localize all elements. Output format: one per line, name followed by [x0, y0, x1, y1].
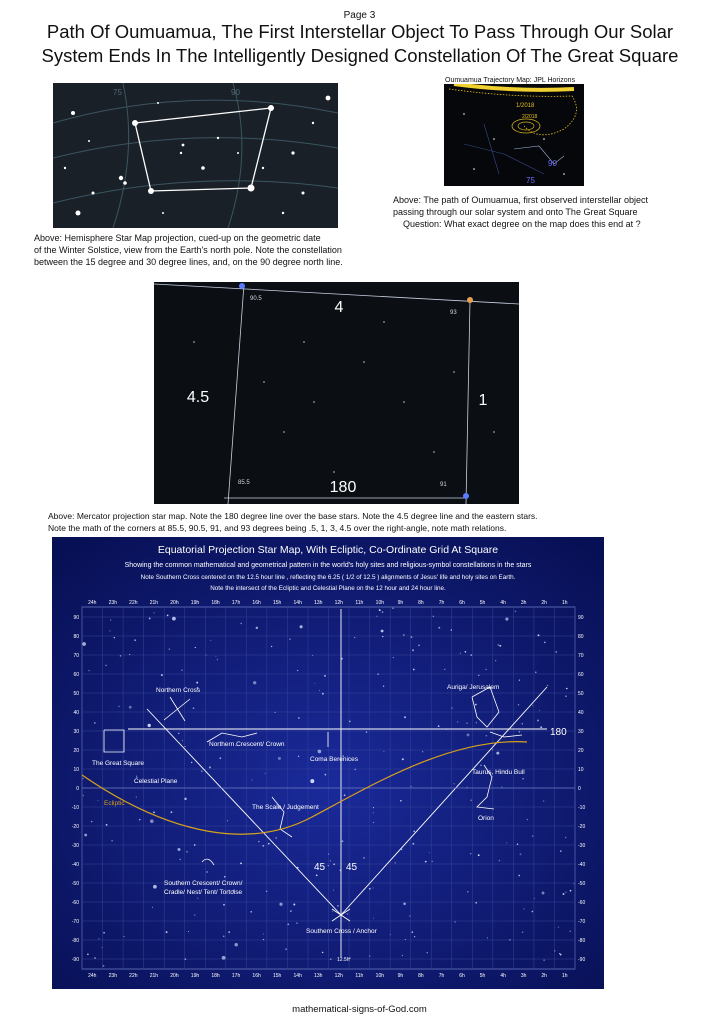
hour-label-bottom-7h: 7h — [438, 973, 445, 979]
label-45-left: 45 — [314, 862, 326, 873]
hour-label-top-13h: 13h — [314, 600, 323, 606]
hour-label-bottom-10h: 10h — [375, 973, 385, 979]
label-taurus: Taurus, Hindu Bull — [472, 769, 525, 776]
hemisphere-caption-line-2: of the Winter Solstice, view from the Earth's north pole. Note the constellation — [34, 245, 342, 255]
hour-label-bottom-20h: 20h — [170, 973, 179, 979]
dec-label-left-40: 40 — [73, 710, 79, 716]
trajectory-caption-line-1: Above: The path of Oumuamua, first observed interstellar object — [393, 195, 648, 205]
dec-label-left-20: 20 — [73, 748, 79, 754]
dec-label-right-20: 20 — [578, 748, 584, 754]
dec-label-right--60: -60 — [578, 900, 586, 906]
hour-label-bottom-21h: 21h — [149, 973, 159, 979]
hour-label-top-8h: 8h — [418, 600, 424, 606]
trajectory-caption-line-2: passing through our solar system and onto The Great Square — [393, 207, 638, 217]
hemisphere-grid-label-75: 75 — [113, 88, 122, 97]
hour-label-bottom-9h: 9h — [397, 973, 404, 979]
mercator-corner-bl: 85.5 — [238, 480, 250, 486]
label-45-right: 45 — [346, 862, 358, 873]
hour-label-bottom-22h: 22h — [129, 973, 138, 979]
hour-label-bottom-16h: 16h — [252, 973, 261, 979]
title-line-2: System Ends In The Intelligently Designed Constellation Of The Great Square — [41, 45, 679, 66]
hour-label-bottom-11h: 11h — [355, 973, 364, 979]
equatorial-note-2: Note the intersect of the Ecliptic and Celestial Plane on the 12 hour and 24 hour line. — [210, 585, 446, 592]
label-celestial-plane: Celestial Plane — [134, 778, 178, 785]
hour-label-top-17h: 17h — [231, 600, 241, 606]
footer-url: mathematical-signs-of-God.com — [292, 1004, 427, 1015]
hour-label-top-21h: 21h — [149, 600, 159, 606]
hour-label-top-20h: 20h — [170, 600, 179, 606]
dec-label-right-60: 60 — [578, 672, 584, 678]
dec-label-right-0: 0 — [578, 786, 581, 792]
hemisphere-caption — [34, 232, 394, 268]
label-coma-berenices: Coma Berenices — [310, 756, 359, 763]
dec-label-right--70: -70 — [578, 919, 586, 925]
equatorial-note-1: Note Southern Cross centered on the 12.5 hour line , reflecting the 6.25 ( 1/2 of 12.5 ) alignments of Jesus' life and holy sites on Earth. — [140, 574, 516, 581]
dec-label-left--50: -50 — [71, 881, 79, 887]
label-great-square: The Great Square — [92, 760, 145, 767]
hour-label-top-5h: 5h — [479, 600, 486, 606]
hour-label-bottom-18h: 18h — [211, 973, 220, 979]
trajectory-caption — [393, 194, 713, 230]
mercator-label-top: 4 — [334, 299, 344, 316]
mercator-map-graphic — [154, 282, 519, 504]
hour-label-bottom-5h: 5h — [479, 973, 486, 979]
label-scale: The Scale / Judgement — [252, 804, 319, 811]
label-northern-cross: Northern Cross — [156, 687, 201, 694]
label-ecliptic: Ecliptic — [104, 800, 125, 807]
mercator-caption-line-1: Above: Mercator projection star map. Note the 180 degree line over the base stars. Note the 4.5 degree line and the eastern stars. — [48, 511, 538, 521]
hour-label-top-6h: 6h — [459, 600, 465, 606]
hour-label-top-19h: 19h — [190, 600, 200, 606]
equatorial-map-graphic — [52, 537, 604, 989]
equatorial-star-map — [52, 537, 604, 989]
hour-label-top-22h: 22h — [129, 600, 138, 606]
dec-label-right-40: 40 — [578, 710, 584, 716]
hour-label-bottom-14h: 14h — [293, 973, 302, 979]
hour-label-bottom-13h: 13h — [314, 973, 323, 979]
dec-label-left--90: -90 — [71, 957, 79, 963]
mercator-label-left: 4.5 — [186, 389, 210, 406]
hour-label-bottom-1h: 1h — [561, 973, 568, 979]
trajectory-heading: Oumuamua Trajectory Map: JPL Horizons — [445, 77, 576, 84]
page-number: Page 3 — [343, 10, 376, 21]
trajectory-label-2: 2/2018 — [522, 114, 538, 120]
hour-label-top-12h: 12h — [334, 600, 343, 606]
hemisphere-star-map — [53, 83, 338, 228]
hour-label-top-18h: 18h — [211, 600, 220, 606]
hour-label-bottom-19h: 19h — [190, 973, 200, 979]
mercator-star-map — [154, 282, 519, 504]
hour-label-top-2h: 2h — [541, 600, 547, 606]
label-180: 180 — [550, 727, 567, 738]
hour-label-top-23h: 23h — [108, 600, 117, 606]
trajectory-caption-line-3: Question: What exact degree on the map does this end at ? — [403, 219, 641, 229]
hour-label-top-14h: 14h — [293, 600, 302, 606]
hour-label-top-4h: 4h — [500, 600, 506, 606]
dec-label-left-50: 50 — [73, 691, 79, 697]
hour-label-bottom-3h: 3h — [520, 973, 527, 979]
hour-label-top-11h: 11h — [355, 600, 364, 606]
label-southern-crescent-1: Southern Crescent/ Crown/ — [164, 880, 243, 887]
trajectory-label-90: 90 — [548, 159, 557, 168]
dec-label-left--60: -60 — [71, 900, 79, 906]
hour-label-bottom-12h: 12h — [334, 973, 343, 979]
dec-label-left-90: 90 — [73, 615, 79, 621]
label-northern-crescent: Northern Crescent/ Crown — [209, 741, 285, 748]
hemisphere-grid-label-90: 90 — [231, 88, 240, 97]
label-southern-cross: Southern Cross / Anchor — [306, 928, 377, 935]
label-auriga: Auriga/ Jerusalem — [447, 684, 500, 691]
dec-label-right-30: 30 — [578, 729, 584, 735]
hour-label-bottom-8h: 8h — [418, 973, 424, 979]
dec-label-left-60: 60 — [73, 672, 79, 678]
dec-label-right-90: 90 — [578, 615, 584, 621]
equatorial-title: Equatorial Projection Star Map, With Ecliptic, Co-Ordinate Grid At Square — [157, 544, 499, 556]
hour-label-bottom-6h: 6h — [459, 973, 465, 979]
dec-label-left--70: -70 — [71, 919, 79, 925]
label-orion: Orion — [478, 815, 494, 822]
dec-label-right--10: -10 — [578, 805, 586, 811]
mercator-corner-tr: 93 — [450, 310, 457, 316]
dec-label-right--90: -90 — [578, 957, 586, 963]
mercator-label-right: 1 — [478, 392, 488, 409]
dec-label-left--10: -10 — [71, 805, 79, 811]
dec-label-left--40: -40 — [71, 862, 79, 868]
trajectory-map — [444, 84, 584, 186]
hour-label-top-15h: 15h — [272, 600, 282, 606]
hour-label-top-7h: 7h — [438, 600, 445, 606]
mercator-corner-tl: 90.5 — [250, 296, 262, 302]
hour-label-bottom-2h: 2h — [541, 973, 547, 979]
hemisphere-caption-line-3: between the 15 degree and 30 degree lines, and, on the 90 degree north line. — [34, 257, 343, 267]
hemisphere-map-graphic — [53, 83, 338, 228]
trajectory-label-75: 75 — [526, 176, 535, 185]
mercator-caption — [48, 510, 718, 534]
dec-label-right-50: 50 — [578, 691, 584, 697]
hour-label-top-1h: 1h — [561, 600, 568, 606]
hour-label-top-3h: 3h — [520, 600, 527, 606]
dec-label-left--80: -80 — [71, 938, 79, 944]
hour-label-bottom-4h: 4h — [500, 973, 506, 979]
hour-label-bottom-15h: 15h — [272, 973, 282, 979]
label-southern-crescent-2: Cradle/ Nest/ Tent/ Tortoise — [164, 889, 243, 896]
dec-label-left--30: -30 — [71, 843, 79, 849]
dec-label-left-80: 80 — [73, 634, 79, 640]
trajectory-map-graphic — [444, 84, 584, 186]
hour-label-top-16h: 16h — [252, 600, 261, 606]
dec-label-right--50: -50 — [578, 881, 586, 887]
hour-label-top-10h: 10h — [375, 600, 385, 606]
dec-label-left-0: 0 — [76, 786, 79, 792]
hour-label-bottom-24h: 24h — [88, 973, 97, 979]
equatorial-subtitle: Showing the common mathematical and geometrical pattern in the world's holy sites and religious-symbol constellations in the stars — [124, 562, 532, 569]
title-line-1: Path Of Oumuamua, The First Interstellar Object To Pass Through Our Solar — [46, 21, 674, 42]
hour-label-bottom-17h: 17h — [231, 973, 241, 979]
hour-label-top-9h: 9h — [397, 600, 404, 606]
dec-label-right--20: -20 — [578, 824, 586, 830]
dec-label-left-30: 30 — [73, 729, 79, 735]
dec-label-right-70: 70 — [578, 653, 584, 659]
dec-label-right-10: 10 — [578, 767, 584, 773]
mercator-corner-br: 91 — [440, 482, 447, 488]
dec-label-left-70: 70 — [73, 653, 79, 659]
trajectory-label-1: 1/2018 — [516, 103, 535, 109]
dec-label-left-10: 10 — [73, 767, 79, 773]
dec-label-right--30: -30 — [578, 843, 586, 849]
mercator-caption-line-2: Note the math of the corners at 85.5, 90.5, 91, and 93 degrees being .5, 1, 3, 4.5 over the right-angle, note math relations. — [48, 523, 507, 533]
hour-label-top-24h: 24h — [88, 600, 97, 606]
page-title — [24, 20, 696, 68]
hour-label-bottom-23h: 23h — [108, 973, 117, 979]
dec-label-right--80: -80 — [578, 938, 586, 944]
mercator-label-bottom: 180 — [329, 479, 357, 496]
dec-label-left--20: -20 — [71, 824, 79, 830]
dec-label-right--40: -40 — [578, 862, 586, 868]
label-12-5h: 12.5h — [337, 957, 350, 963]
dec-label-right-80: 80 — [578, 634, 584, 640]
hemisphere-caption-line-1: Above: Hemisphere Star Map projection, cued-up on the geometric date — [34, 233, 321, 243]
